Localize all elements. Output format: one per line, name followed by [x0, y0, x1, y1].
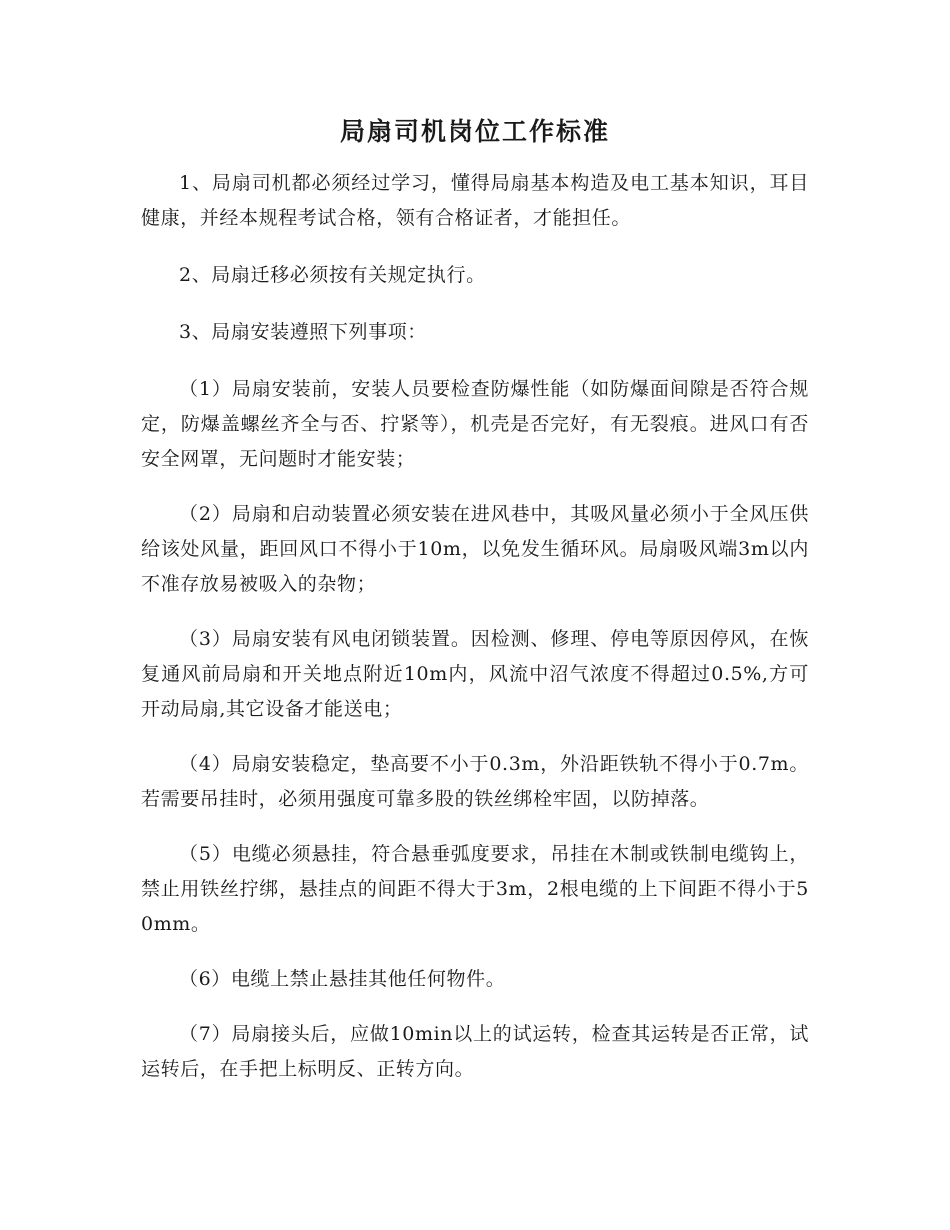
paragraph-3-item-1: （1）局扇安装前，安装人员要检查防爆性能（如防爆面间隙是否符合规定，防爆盖螺丝齐全与否、拧紧等），机壳是否完好，有无裂痕。进风口有否安全网罩，无问题时才能安装；: [141, 378, 809, 470]
paragraph-3-item-7: （7）局扇接头后，应做10min以上的试运转，检查其运转是否正常，试运转后，在手把上标明反、正转方向。: [141, 1023, 809, 1080]
paragraph-2: 2、局扇迁移必须按有关规定执行。: [179, 264, 486, 286]
paragraph-3-item-3: （3）局扇安装有风电闭锁装置。因检测、修理、停电等原因停风，在恢复通风前局扇和开关地点附近10m内，风流中沼气浓度不得超过0.5%,方可开动局扇,其它设备才能送电；: [141, 628, 809, 720]
paragraph-3-item-2: （2）局扇和启动装置必须安装在进风巷中，其吸风量必须小于全风压供给该处风量，距回风口不得小于10m，以免发生循环风。局扇吸风端3m以内不准存放易被吸入的杂物；: [141, 503, 809, 595]
document-title: 局扇司机岗位工作标准: [339, 117, 610, 146]
paragraph-3-item-6: （6）电缆上禁止悬挂其他任何物件。: [179, 968, 506, 990]
paragraph-1: 1、局扇司机都必须经过学习，懂得局扇基本构造及电工基本知识，耳目健康，并经本规程考试合格，领有合格证者，才能担任。: [141, 172, 809, 229]
paragraph-3-item-4: （4）局扇安装稳定，垫高要不小于0.3m，外沿距铁轨不得小于0.7m。若需要吊挂时，必须用强度可靠多股的铁丝绑栓牢固，以防掉落。: [141, 753, 809, 810]
paragraph-3-item-5: （5）电缆必须悬挂，符合悬垂弧度要求，吊挂在木制或铁制电缆钩上，禁止用铁丝拧绑，悬挂点的间距不得大于3m，2根电缆的上下间距不得小于50mm。: [141, 843, 809, 935]
document-body: [141, 166, 809, 1107]
paragraph-3: 3、局扇安装遵照下列事项：: [179, 321, 427, 343]
